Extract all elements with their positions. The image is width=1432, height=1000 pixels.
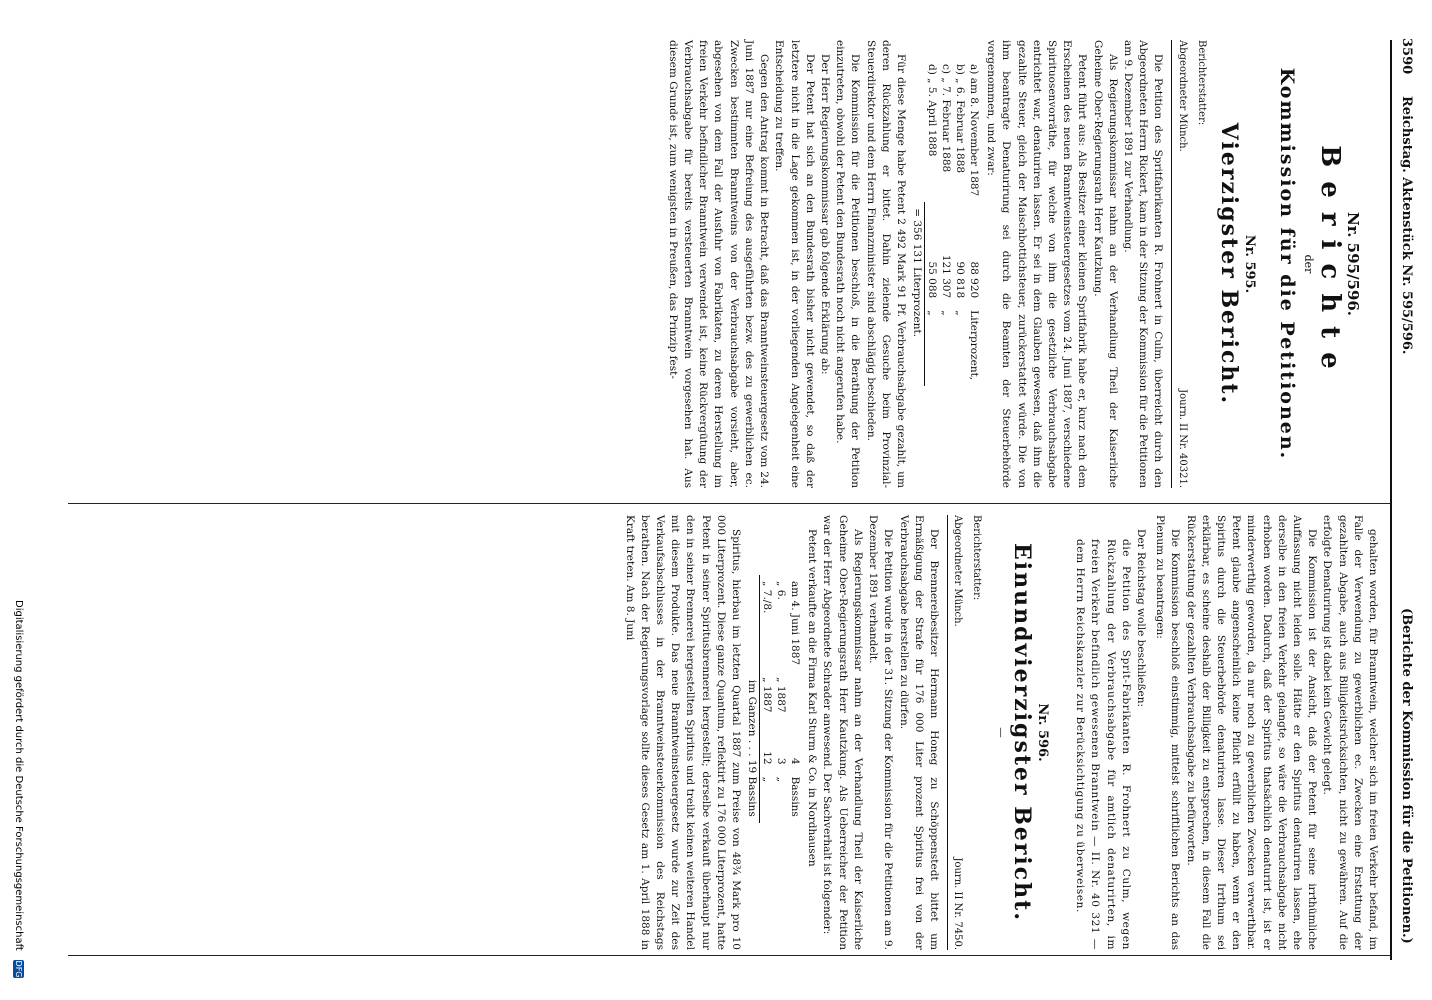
table-row bbox=[910, 58, 925, 386]
report596-paragraph: Als Regierungskommissar nahm an der Verhandlung Theil der Kaiserliche Geheime Ober-Regierungsrath Herr Kautzkung. Als Ueberreicher der Petition war der Herr Abgeordnete Schrader anwesend. Der Sachverhalt ist folgender: bbox=[821, 515, 864, 950]
value-label: am 4. Juni 1887 bbox=[789, 581, 802, 666]
report596-reporter-name: Abgeordneter Münch. bbox=[952, 515, 964, 627]
right-column bbox=[621, 515, 1380, 950]
value-year: „ 1887 bbox=[775, 677, 788, 713]
report596-reference bbox=[947, 515, 965, 950]
value-amount: 4 bbox=[789, 757, 802, 765]
report595-paragraph: Der Petent hat sich an den Bundesrath bisher nicht gewendet, so daß der letztere nicht in die Lage gekommen ist, in der vorliegenden Angelegenheit eine Entscheidung zu treffen. bbox=[773, 40, 816, 488]
report595-continued-paragraph: Die Kommission beschloß einstimmig, mittelst schriftlichen Berichts an das Plenum zu beantragen: bbox=[1154, 515, 1182, 950]
resolution-intro: Der Reichstag wolle beschließen: bbox=[1134, 529, 1147, 708]
report595-number: Nr. 595. bbox=[1242, 234, 1258, 294]
section-title: (Berichte der Kommission für die Petitionen.) bbox=[1399, 608, 1414, 944]
source-title: Reichstag. Aktenstück Nr. 595/596. bbox=[1399, 96, 1414, 355]
heading-divider: — bbox=[994, 727, 1007, 738]
value-amount: 121 307 bbox=[939, 254, 952, 299]
value-year: „ 1887 bbox=[761, 677, 774, 713]
value-total: im Ganzen . . . 19 Bassins bbox=[745, 575, 760, 823]
table-row bbox=[953, 58, 967, 386]
table-row bbox=[788, 575, 802, 823]
table-row bbox=[774, 575, 788, 823]
report596-paragraph: Die Petition wurde in der 31. Sitzung der Kommission für die Petitionen am 9. Dezember 1891 verhandelt. bbox=[867, 515, 895, 950]
value-amount: 3 bbox=[775, 757, 788, 765]
footer-text: Digitalisierung gefördert durch die Deutsche Forschungsgemeinschaft bbox=[13, 600, 24, 951]
report596-values-table bbox=[745, 575, 802, 823]
value-total: = 356 131 Literprozent. bbox=[910, 202, 925, 386]
report595-journal: Journ. II Nr. 40321. bbox=[1176, 389, 1188, 488]
digitization-footer bbox=[13, 600, 24, 978]
value-label: b) „ 6. Februar 1888 bbox=[953, 64, 966, 174]
value-unit: Bassins bbox=[789, 776, 802, 817]
resolution-text: die Petition des Sprit-Fabrikanten R. Frohnert zu Culm, wegen Rückzahlung der Verbrauchsabgabe für amtlich denaturirten, im freien Verkehr befindlich gewesenen Branntwein — II. Nr. 40 321 — dem Herrn Reichskanzler zur Berücksichtigung zu überweisen. bbox=[1074, 539, 1132, 950]
value-unit: Literprozent, bbox=[967, 310, 980, 381]
title-der: der bbox=[1301, 254, 1315, 274]
header-rule bbox=[1390, 40, 1392, 960]
running-header bbox=[1392, 38, 1418, 968]
report596-paragraph: Petent verkaufte an die Firma Karl Sturm & Co. in Nordhausen bbox=[806, 529, 819, 867]
report595-paragraph: Petent führt aus: Als Besitzer einer kleinen Spritfabrik habe er, kurz nach dem Erscheinen des neuen Branntweinsteuergesetzes vom 24. Juni 1887, verschiedene Spirituosenvorräthe, für welche von ihm die gesetzliche Verbrauchsabgabe entrichtet war, denaturiren lassen. Er sei in dem Glauben gewesen, daß ihm die gezahlte Steuer, gleich der Maischbottichsteuer, zurückerstattet würde. Die von ihm beantragte Denaturirung sei durch die Beamten der Steuerbehörde vorgenommen, und zwar: bbox=[985, 40, 1089, 488]
report595-reporter-label: Berichterstatter: bbox=[1195, 40, 1207, 126]
report595-values-table bbox=[910, 58, 981, 386]
report595-paragraph: Gegen den Antrag kommt in Betracht, daß das Branntweinsteuergesetz vom 24. Juni 1887 nur eine Befreiung des ausgeführten bezw. des zu gewerblichen ec. Zwecken bestimmten Branntweins von der Verbrauchsabgabe vorsieht, aber, abgesehen von dem Fall der Ausfuhr von Fabrikaten, zu deren Herstellung im freien Verkehr befindlicher Branntwein verwendet ist, keine Rückvergütung der Verbrauchsabgabe für bereits versteuerten Branntwein vorgesehen hat. Aus diesem Grunde ist, zum wenigsten in Preußen, das Prinzip fest- bbox=[666, 40, 771, 488]
column-divider bbox=[68, 503, 1390, 504]
report595-heading: Vierzigster Bericht. bbox=[1215, 122, 1242, 406]
table-row bbox=[760, 575, 775, 823]
value-amount: 12 bbox=[761, 751, 774, 765]
value-label: „ 6. bbox=[775, 581, 788, 600]
page-number: 3590 bbox=[1399, 38, 1414, 75]
report595-paragraph: Die Kommission für die Petitionen beschloß, in die Berathung der Petition einzutreten, obwohl der Petent den Bundesrath noch nicht angerufen habe. bbox=[834, 40, 862, 488]
value-amount: 55 088 bbox=[925, 261, 938, 299]
title-number: Nr. 595/596. bbox=[1344, 211, 1362, 316]
report596-journal: Journ. II Nr. 7450. bbox=[952, 857, 964, 950]
title-commission: Kommission für die Petitionen. bbox=[1276, 67, 1299, 461]
value-unit: „ bbox=[925, 310, 938, 316]
report595-continued-paragraph: Die Kommission ist der Ansicht, daß der Petent für seine irrthümliche Auffassung nicht leiden solle. Hätte er den Spiritus denaturiren lassen, ehe derselbe in den freien Verkehr gelangte, so wäre die Verbrauchsabgabe nicht erhoben worden. Dadurch, daß der Spiritus thatsächlich denaturirt ist, ist er minderwerthig geworden, da nur noch zu gewerblichen Zwecken verwerthbar. Petent glaube angenscheinlich keine Pflicht erfüllt zu haben, wenn er den Spiritus durch die Steuerbehörde denaturiren lasse. Dieser Irrthum sei erklärbar, es scheine deshalb der Billigkeit zu entsprechen, in diesem Fall die Rückerstattung der gezahlten Verbrauchsabgabe zu befürworten. bbox=[1184, 515, 1319, 950]
value-unit: „ bbox=[775, 776, 788, 783]
report595-reporter-name: Abgeordneter Münch. bbox=[1176, 40, 1188, 152]
value-unit: „ bbox=[761, 776, 774, 783]
title-word: Berichte bbox=[1314, 145, 1345, 383]
report595-reference bbox=[1171, 40, 1189, 488]
value-unit: „ bbox=[939, 310, 952, 316]
value-label: „ 7./8. bbox=[761, 581, 774, 614]
value-unit: „ bbox=[953, 310, 966, 316]
report595-paragraph: Als Regierungskommissar nahm an der Verhandlung Theil der Kaiserliche Geheime Ober-Regierungsrath Herr Kautzkung. bbox=[1091, 40, 1119, 488]
page-frame-line bbox=[68, 955, 1390, 956]
report595-paragraph: Für diese Menge habe Petent 2 492 Mark 91 Pf. Verbrauchsabgabe gezahlt, um deren Rückzahlung er bittet. Dahin zielende Gesuche beim Provinzial-Steuerdirektor und dem Herrn Finanzminister sind abschlägig beschieden. bbox=[864, 40, 907, 488]
value-amount: 90 818 bbox=[953, 261, 966, 299]
report595-paragraph: Die Petition des Spritfabrikanten R. Frohnert in Culm, überreicht durch den Abgeordneten Herrn Rickert, kam in der Sitzung der Kommission für die Petitionen am 9. Dezember 1891 zur Verhandlung. bbox=[1121, 40, 1165, 488]
report595-continued-paragraph: gehalten worden, für Branntwein, welcher sich im freien Verkehr befand, im Falle der Verwendung zu gewerblichen ec. Zwecken eine Erstattung der gezahlten Abgabe, auch aus Billigkeitsrücksichten, nicht zu gewähren. Auf die erfolgte Denaturirung ist dabei kein Gewicht gelegt. bbox=[1321, 515, 1379, 950]
report596-paragraph: Der Brennereibesitzer Hermann Honeg zu Schöppenstedt bittet um Ermäßigung der Strafe für 176 000 Liter prozent Spiritus frei von der Verbrauchsabgabe herstellen zu dürfen. bbox=[897, 515, 940, 950]
table-row bbox=[924, 58, 939, 386]
value-label: a) am 8. November 1887 bbox=[967, 64, 980, 197]
value-label: c) „ 7. Februar 1888 bbox=[939, 64, 952, 173]
value-label: d) „ 5. April 1888 bbox=[925, 64, 938, 157]
report595-paragraph: Der Herr Regierungskommissar gab folgende Erklärung ab: bbox=[818, 54, 831, 375]
dfg-logo-icon: DFG bbox=[14, 960, 23, 978]
report596-reporter-label: Berichterstatter: bbox=[971, 515, 983, 601]
left-column bbox=[665, 40, 1376, 488]
table-row bbox=[967, 58, 981, 386]
report596-number: Nr. 596. bbox=[1034, 703, 1050, 762]
table-row bbox=[939, 58, 953, 386]
report596-heading: Einundvierzigster Bericht. bbox=[1008, 542, 1035, 922]
table-row bbox=[745, 575, 760, 823]
report596-paragraph: Spiritus, hierbau im letzten Quartal 1887 zum Preise von 48¾ Mark pro 10 000 Literprozent. Diese ganze Quantum, reflektirt zu 176 000 Literprozent, hatte Petent in seiner Spiritusbrennerei hergestellt; derselbe verkauft überhaupt nur den in seiner Brennerei hergestellten Spiritus und treibt keinen weiteren Handel mit diesem Produkte. Das neue Branntweinsteuergesetz wurde zur Zeit des Verkaufsabschlusses in der Branntweinsteuerkommission des Reichstags berathen. Nach der Regierungsvorlage sollte dieses Gesetz am 1. April 1888 in Kraft treten. Am 8. Juni bbox=[623, 515, 743, 950]
value-amount: 88 920 bbox=[967, 261, 980, 299]
